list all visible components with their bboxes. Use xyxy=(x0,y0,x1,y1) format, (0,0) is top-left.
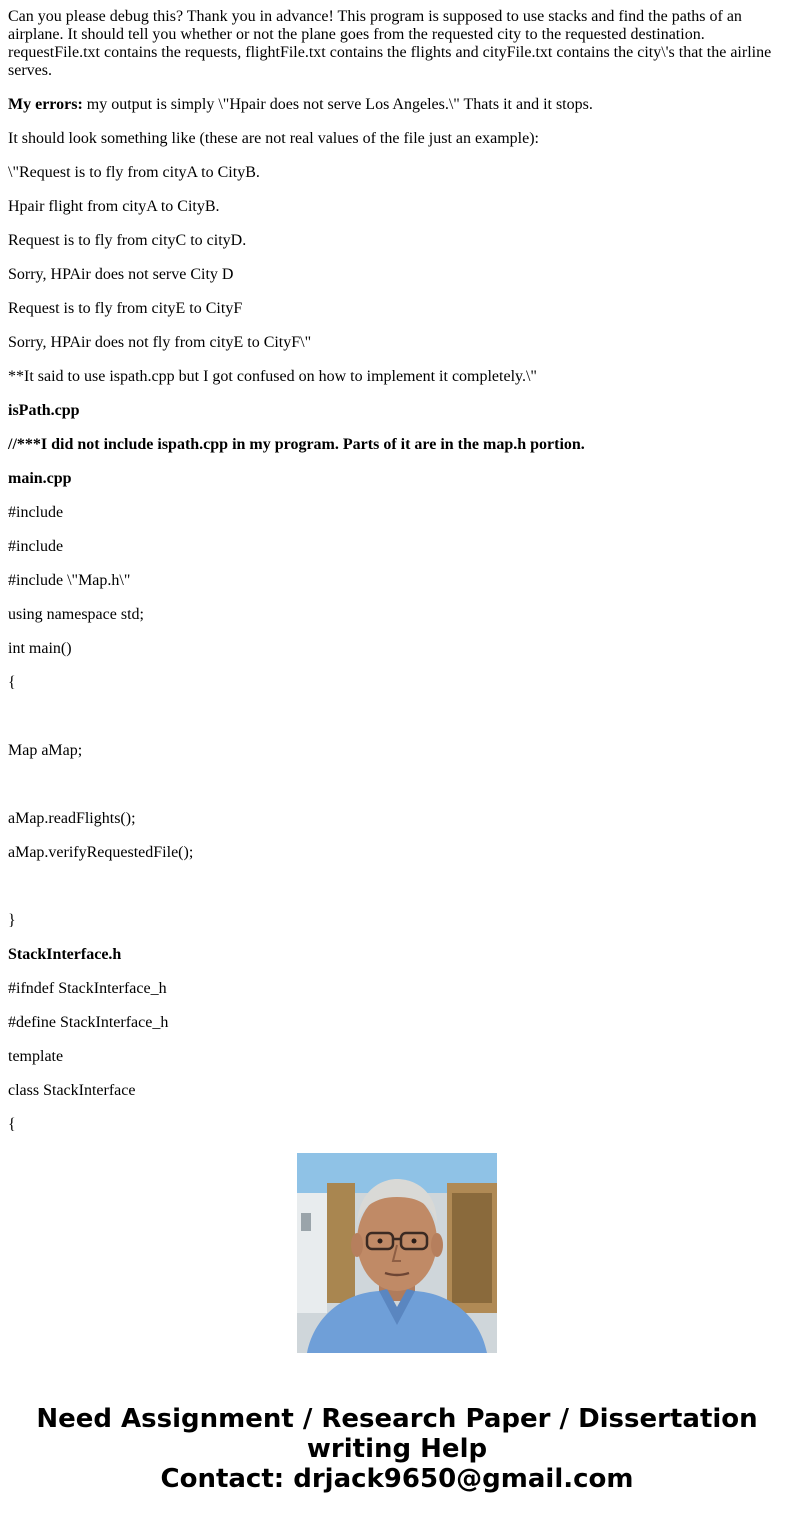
intro-paragraph: Can you please debug this? Thank you in advance! This program is supposed to use stacks and find the paths of an airplane. It should tell you whether or not the plane goes from the requested city to the requested destination. requestFile.txt contains the requests, flightFile.txt contains the flights and cityFile.txt contains the city\'s that the airline serves. xyxy=(8,8,772,79)
example-line: \"Request is to fly from cityA to CityB. xyxy=(8,164,260,181)
stack-heading-text: StackInterface.h xyxy=(8,946,122,963)
profile-photo-illustration xyxy=(297,1153,497,1353)
errors-text: my output is simply \"Hpair does not serve Los Angeles.\" Thats it and it stops. xyxy=(82,96,593,113)
ispath-note: **It said to use ispath.cpp but I got confused on how to implement it completely.\" xyxy=(8,368,537,385)
code-line: aMap.verifyRequestedFile(); xyxy=(8,844,194,861)
example-line: Request is to fly from cityE to CityF xyxy=(8,300,243,317)
code-line: #include \"Map.h\" xyxy=(8,572,131,589)
promo-contact: Contact: drjack9650@gmail.com xyxy=(160,1464,634,1494)
example-line: Request is to fly from cityC to cityD. xyxy=(8,232,247,249)
errors-label: My errors: xyxy=(8,96,83,113)
example-intro: It should look something like (these are not real values of the file just an example): xyxy=(8,130,539,147)
code-line: #define StackInterface_h xyxy=(8,1014,169,1031)
code-line: template xyxy=(8,1048,64,1065)
code-line: { xyxy=(8,1116,16,1133)
errors-paragraph xyxy=(8,96,786,114)
ispath-comment-text: //***I did not include ispath.cpp in my program. Parts of it are in the map.h portion. xyxy=(8,436,585,453)
main-heading-text: main.cpp xyxy=(8,470,72,487)
code-blank-line xyxy=(8,776,786,794)
code-line: aMap.readFlights(); xyxy=(8,810,136,827)
example-line: Sorry, HPAir does not fly from cityE to CityF\" xyxy=(8,334,312,351)
code-line: using namespace std; xyxy=(8,606,144,623)
code-line: class StackInterface xyxy=(8,1082,136,1099)
profile-photo xyxy=(297,1153,497,1353)
ispath-heading-text: isPath.cpp xyxy=(8,402,80,419)
example-line: Hpair flight from cityA to CityB. xyxy=(8,198,220,215)
code-line: { xyxy=(8,674,16,691)
promo-line: Need Assignment / Research Paper / Dissertation xyxy=(36,1404,758,1434)
code-blank-line xyxy=(8,878,786,896)
code-line: #include xyxy=(8,538,64,555)
code-line: } xyxy=(8,912,16,929)
ispath-comment xyxy=(8,436,786,454)
promo-line: writing Help xyxy=(306,1434,488,1464)
example-line: Sorry, HPAir does not serve City D xyxy=(8,266,234,283)
main-heading xyxy=(8,470,786,488)
code-line: int main() xyxy=(8,640,72,657)
promo-banner xyxy=(0,1404,794,1494)
question-body xyxy=(8,0,786,1133)
ispath-heading xyxy=(8,402,786,420)
code-line: #ifndef StackInterface_h xyxy=(8,980,167,997)
code-line: #include xyxy=(8,504,64,521)
code-line: Map aMap; xyxy=(8,742,83,759)
stack-heading xyxy=(8,946,786,964)
code-blank-line xyxy=(8,708,786,726)
